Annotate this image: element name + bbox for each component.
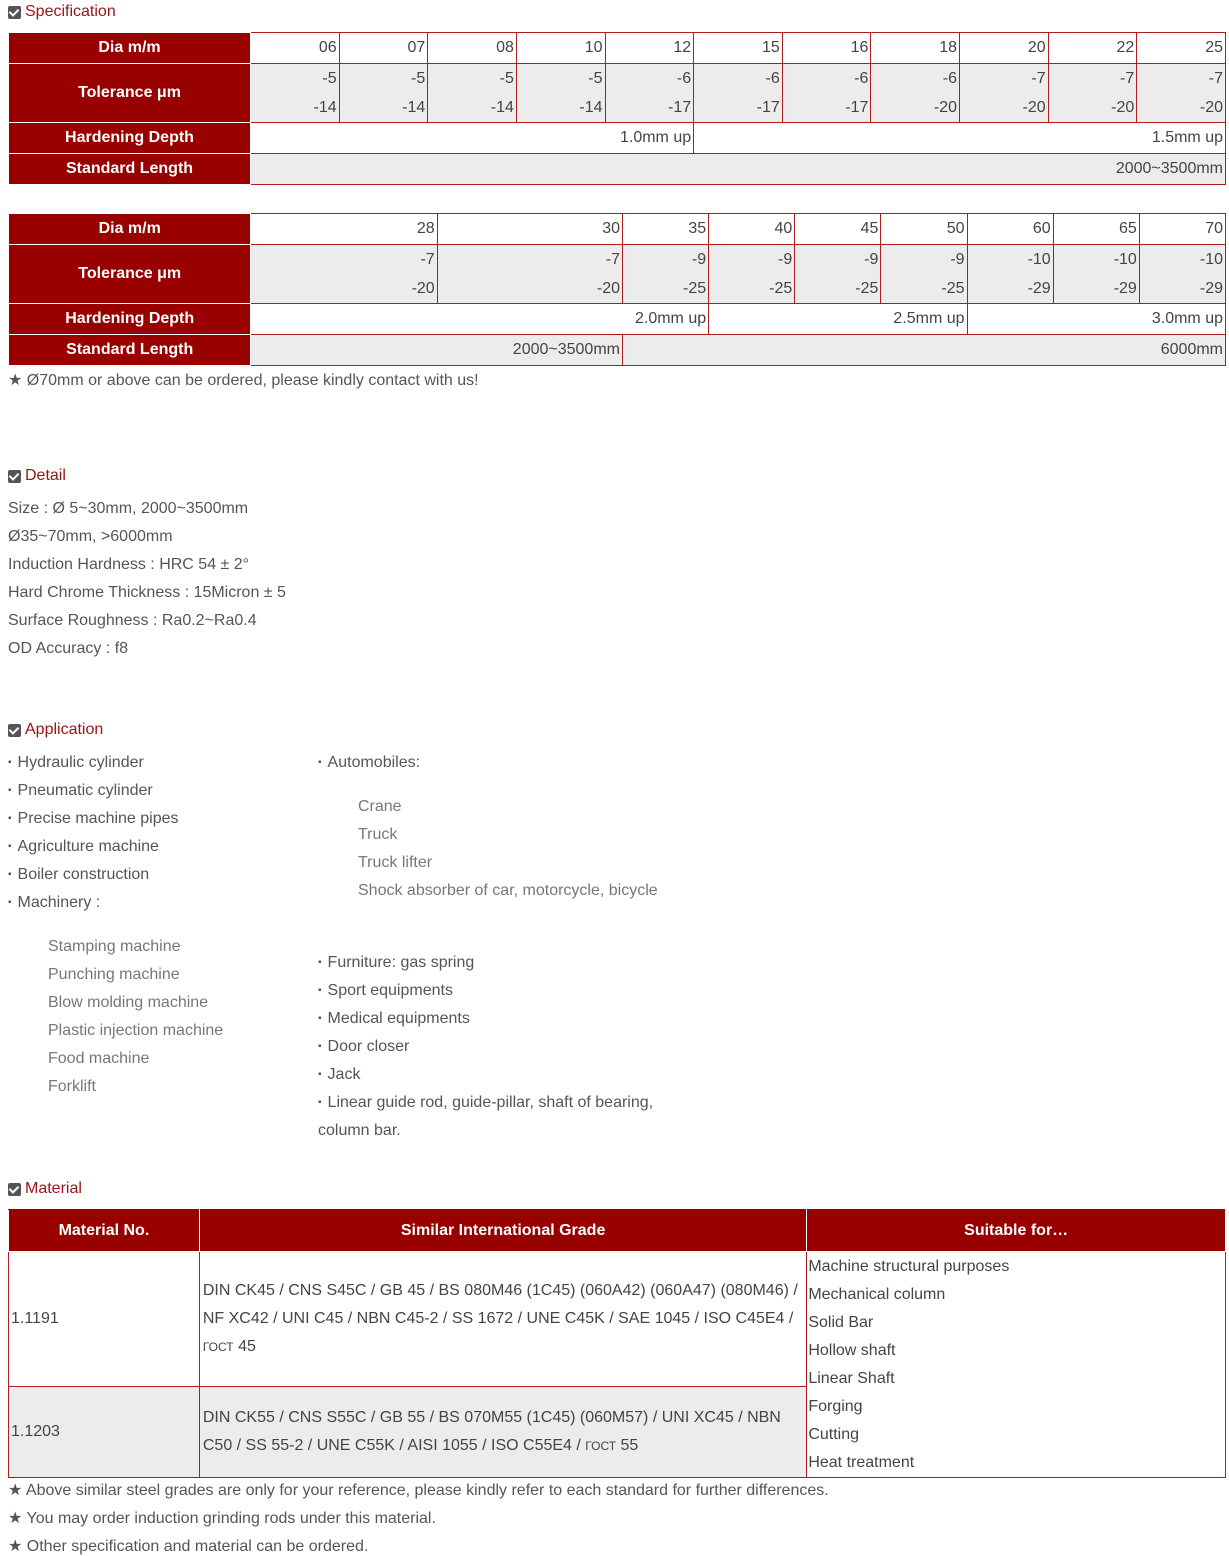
material-no-header: Material No. bbox=[9, 1210, 200, 1252]
tolerance-cell: -9 -25 bbox=[795, 245, 881, 304]
grade-cell: DIN CK55 / CNS S55C / GB 55 / BS 070M55 (1C45) (060M57) / UNI XC45 / NBN C50 / SS 55-2 / UNE C55K / AISI 1055 / ISO C55E4 / ГОСТ 55 bbox=[199, 1387, 806, 1478]
material-note: ★ You may order induction grinding rods under this material. bbox=[8, 1510, 436, 1527]
tolerance-cell: -9 -25 bbox=[622, 245, 708, 304]
length-cell: 6000mm bbox=[622, 335, 1225, 366]
dia-cell: 12 bbox=[605, 33, 694, 64]
list-item: ▪ Pneumatic cylinder bbox=[8, 782, 153, 799]
list-item: ▪ Linear guide rod, guide-pillar, shaft of bearing, bbox=[318, 1094, 654, 1111]
length-label: Standard Length bbox=[9, 335, 251, 366]
tolerance-cell: -5 -14 bbox=[428, 64, 517, 123]
tolerance-label: Tolerance μm bbox=[9, 245, 251, 304]
list-item: ▪ Jack bbox=[318, 1066, 361, 1083]
material-note: ★ Other specification and material can be ordered. bbox=[8, 1538, 369, 1555]
list-item: Linear Shaft bbox=[808, 1370, 895, 1387]
material-heading bbox=[8, 1178, 82, 1200]
tolerance-cell: -7 -20 bbox=[1048, 64, 1137, 123]
list-item: Machine structural purposes bbox=[808, 1258, 1010, 1275]
application-left-list bbox=[8, 749, 179, 917]
list-item: Crane bbox=[358, 798, 402, 815]
length-cell: 2000~3500mm bbox=[251, 335, 623, 366]
dia-label: Dia m/m bbox=[9, 214, 251, 245]
tolerance-cell: -6 -17 bbox=[605, 64, 694, 123]
tolerance-cell: -6 -17 bbox=[782, 64, 871, 123]
tolerance-cell: -10 -29 bbox=[1053, 245, 1139, 304]
list-item: Truck lifter bbox=[358, 854, 433, 871]
hardening-cell: 2.5mm up bbox=[709, 304, 967, 335]
tolerance-cell: -6 -20 bbox=[871, 64, 960, 123]
list-item: ▪ Medical equipments bbox=[318, 1010, 470, 1027]
automobiles-sublist bbox=[358, 793, 658, 905]
list-item: Mechanical column bbox=[808, 1286, 946, 1303]
list-item: Solid Bar bbox=[808, 1314, 874, 1331]
detail-line: Ø35~70mm, >6000mm bbox=[8, 528, 173, 545]
spec-table-1 bbox=[8, 32, 1226, 185]
detail-line: Size : Ø 5~30mm, 2000~3500mm bbox=[8, 500, 249, 517]
detail-heading bbox=[8, 465, 66, 487]
list-item: Food machine bbox=[48, 1050, 150, 1067]
list-item: Forklift bbox=[48, 1078, 96, 1095]
dia-cell: 15 bbox=[694, 33, 783, 64]
checkbox-icon bbox=[8, 470, 21, 483]
dia-cell: 60 bbox=[967, 214, 1053, 245]
application-heading bbox=[8, 719, 103, 741]
material-title: Material bbox=[25, 1180, 82, 1197]
list-item: ▪ Door closer bbox=[318, 1038, 410, 1055]
dia-cell: 22 bbox=[1048, 33, 1137, 64]
length-cell: 2000~3500mm bbox=[251, 154, 1226, 185]
tolerance-cell: -10 -29 bbox=[1139, 245, 1225, 304]
tolerance-label: Tolerance μm bbox=[9, 64, 251, 123]
hardening-cell: 1.0mm up bbox=[251, 123, 694, 154]
tolerance-cell: -5 -14 bbox=[339, 64, 428, 123]
grade-cell: DIN CK45 / CNS S45C / GB 45 / BS 080M46 (1C45) (060A42) (060A47) (080M46) / NF XC42 / UNI C45 / NBN C45-2 / SS 1672 / UNE C45K / SAE 1045 / ISO C45E4 / ГОСТ 45 bbox=[199, 1252, 806, 1387]
tolerance-cell: -7 -20 bbox=[437, 245, 622, 304]
dia-cell: 07 bbox=[339, 33, 428, 64]
list-item: Hollow shaft bbox=[808, 1342, 896, 1359]
hardening-label: Hardening Depth bbox=[9, 304, 251, 335]
specification-title: Specification bbox=[25, 3, 116, 20]
tolerance-cell: -5 -14 bbox=[251, 64, 340, 123]
material-note: ★ Above similar steel grades are only for your reference, please kindly refer to each standard for further differences. bbox=[8, 1482, 829, 1499]
hardening-label: Hardening Depth bbox=[9, 123, 251, 154]
application-title: Application bbox=[25, 721, 104, 738]
tolerance-cell: -7 -20 bbox=[960, 64, 1049, 123]
list-item: Punching machine bbox=[48, 966, 180, 983]
checkbox-icon bbox=[8, 1183, 21, 1196]
dia-cell: 65 bbox=[1053, 214, 1139, 245]
list-item: column bar. bbox=[318, 1122, 401, 1139]
grade-header: Similar International Grade bbox=[199, 1210, 806, 1252]
list-item: ▪ Furniture: gas spring bbox=[318, 954, 475, 971]
list-item: Plastic injection machine bbox=[48, 1022, 224, 1039]
dia-cell: 45 bbox=[795, 214, 881, 245]
automobiles-item: ▪ Automobiles: bbox=[318, 754, 421, 771]
tolerance-cell: -5 -14 bbox=[516, 64, 605, 123]
tolerance-cell: -6 -17 bbox=[694, 64, 783, 123]
dia-cell: 25 bbox=[1137, 33, 1226, 64]
dia-cell: 28 bbox=[251, 214, 437, 245]
list-item: Cutting bbox=[808, 1426, 860, 1443]
dia-cell: 70 bbox=[1139, 214, 1225, 245]
list-item: Forging bbox=[808, 1398, 863, 1415]
material-no-cell: 1.1203 bbox=[9, 1387, 200, 1478]
list-item: Stamping machine bbox=[48, 938, 181, 955]
dia-cell: 50 bbox=[881, 214, 967, 245]
checkbox-icon bbox=[8, 6, 21, 19]
detail-line: Hard Chrome Thickness : 15Micron ± 5 bbox=[8, 584, 286, 601]
dia-cell: 10 bbox=[516, 33, 605, 64]
tolerance-cell: -10 -29 bbox=[967, 245, 1053, 304]
dia-cell: 16 bbox=[782, 33, 871, 64]
spec-note: ★ Ø70mm or above can be ordered, please kindly contact with us! bbox=[8, 372, 479, 389]
list-item: Shock absorber of car, motorcycle, bicycle bbox=[358, 882, 658, 899]
detail-title: Detail bbox=[25, 467, 66, 484]
application-right-list bbox=[318, 949, 653, 1145]
spec-table-2 bbox=[8, 213, 1226, 366]
tolerance-cell: -7 -20 bbox=[251, 245, 437, 304]
dia-label: Dia m/m bbox=[9, 33, 251, 64]
suitable-header: Suitable for… bbox=[807, 1210, 1226, 1252]
material-table bbox=[8, 1209, 1226, 1478]
list-item: ▪ Sport equipments bbox=[318, 982, 453, 999]
dia-cell: 20 bbox=[960, 33, 1049, 64]
tolerance-cell: -9 -25 bbox=[881, 245, 967, 304]
suitable-cell bbox=[807, 1252, 1226, 1478]
dia-cell: 08 bbox=[428, 33, 517, 64]
dia-cell: 18 bbox=[871, 33, 960, 64]
machinery-sublist bbox=[48, 933, 223, 1101]
list-item: Heat treatment bbox=[808, 1454, 915, 1471]
material-no-cell: 1.1191 bbox=[9, 1252, 200, 1387]
dia-cell: 35 bbox=[622, 214, 708, 245]
detail-line: Surface Roughness : Ra0.2~Ra0.4 bbox=[8, 612, 257, 629]
length-label: Standard Length bbox=[9, 154, 251, 185]
list-item: ▪ Hydraulic cylinder bbox=[8, 754, 144, 771]
tolerance-cell: -9 -25 bbox=[709, 245, 795, 304]
list-item: ▪ Agriculture machine bbox=[8, 838, 159, 855]
checkbox-icon bbox=[8, 724, 21, 737]
list-item: Truck bbox=[358, 826, 398, 843]
list-item: Blow molding machine bbox=[48, 994, 209, 1011]
list-item: ▪ Machinery : bbox=[8, 894, 101, 911]
hardening-cell: 3.0mm up bbox=[967, 304, 1225, 335]
specification-heading bbox=[8, 1, 116, 23]
list-item: ▪ Precise machine pipes bbox=[8, 810, 179, 827]
dia-cell: 30 bbox=[437, 214, 622, 245]
dia-cell: 40 bbox=[709, 214, 795, 245]
hardening-cell: 2.0mm up bbox=[251, 304, 709, 335]
dia-cell: 06 bbox=[251, 33, 340, 64]
list-item: ▪ Boiler construction bbox=[8, 866, 150, 883]
detail-line: OD Accuracy : f8 bbox=[8, 640, 129, 657]
tolerance-cell: -7 -20 bbox=[1137, 64, 1226, 123]
hardening-cell: 1.5mm up bbox=[694, 123, 1226, 154]
detail-line: Induction Hardness : HRC 54 ± 2° bbox=[8, 556, 250, 573]
